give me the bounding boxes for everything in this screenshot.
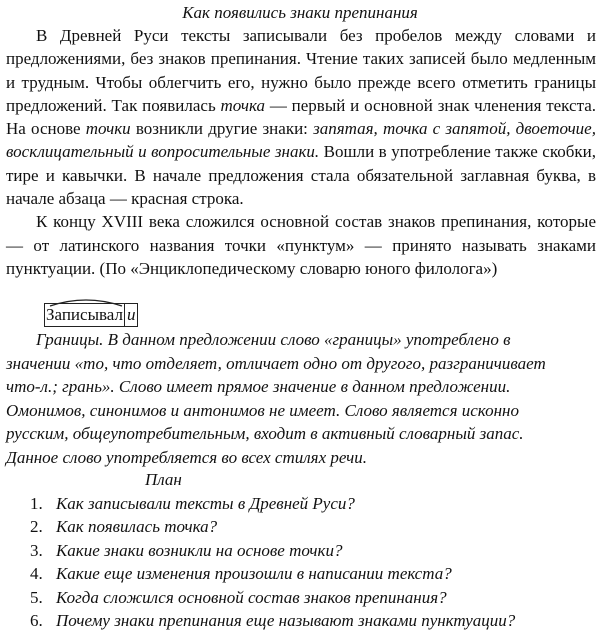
plan-item — [30, 492, 515, 515]
commentary-line: Данное слово употребляется во всех стилях речи. — [6, 447, 368, 467]
plan-item — [30, 609, 515, 632]
plan-item-text: Когда сложился основной состав знаков препинания? — [56, 587, 447, 607]
plan-item — [30, 586, 515, 609]
p1-segment: возникли другие знаки: — [130, 119, 314, 139]
plan-item — [30, 515, 515, 538]
plan-list — [30, 492, 515, 632]
plan-item-number: 5. — [30, 587, 43, 607]
commentary-line: значении «то, что отделяет, отличает одно от другого, разграничивает — [6, 353, 546, 373]
plan-item — [30, 539, 515, 562]
plan-item-text: Какие еще изменения произошли в написании текста? — [56, 564, 452, 584]
commentary-line: Омонимов, синонимов и антонимов не имеет. Слово является исконно — [6, 400, 519, 420]
plan-item-number: 4. — [30, 564, 43, 584]
plan-item-number: 3. — [30, 540, 43, 560]
word-analysis — [44, 303, 138, 327]
word-ending: и — [125, 303, 139, 327]
word-stem: Записывал — [44, 303, 125, 327]
p1-segment-italic: точка — [220, 95, 266, 115]
commentary-line: Границы. В данном предложении слово «границы» употреблено в — [36, 330, 511, 349]
word-commentary — [6, 328, 594, 470]
p1-segment-italic: запятая, точка с запятой, двоеточие, восклицательный и вопросительные знаки. — [6, 119, 596, 162]
text-title: Как появились знаки препинания — [182, 3, 418, 22]
p1-segment: — первый и основной знак членения текста. На основе — [6, 95, 596, 139]
article-paragraph-1 — [6, 24, 596, 210]
article-paragraph-2: К концу XVIII века сложился основной состав знаков препинания, которые — от латинского названия точки «пунктум» — принято называть знаками пунктуации. (По «Энциклопедическому словарю юного филолога») — [6, 212, 596, 278]
plan-item-number: 1. — [30, 494, 43, 513]
commentary-line: русским, общеупотребительным, входит в активный словарный запас. — [6, 424, 524, 444]
plan-item-text: Какие знаки возникли на основе точки? — [56, 540, 343, 560]
plan-heading: План — [145, 470, 182, 489]
plan-item-number: 6. — [30, 611, 43, 631]
plan-item-number: 2. — [30, 517, 43, 537]
plan-item — [30, 562, 515, 585]
article-text — [6, 24, 596, 280]
p1-segment: Вошли в употребление также скобки, тире и кавычки. В начале предложения стала обязательной заглавная буква, в начале абзаца — красная строка. — [6, 142, 596, 209]
plan-item-text: Как появилась точка? — [56, 517, 218, 537]
plan-item-text: Как записывали тексты в Древней Руси? — [56, 494, 355, 513]
p1-segment: В Древней Руси тексты записывали без пробелов между словами и предложениями, без знаков препинания. Чтение таких записей было медленным и трудным. Чтобы облегчить его, нужно было прежде всего отметить границы предложений. Так появилась — [6, 26, 596, 115]
commentary-line: что-л.; грань». Слово имеет прямое значение в данном предложении. — [6, 377, 511, 397]
plan-item-text: Почему знаки препинания еще называют знаками пунктуации? — [56, 611, 516, 631]
p1-segment-italic: точки — [85, 119, 131, 139]
